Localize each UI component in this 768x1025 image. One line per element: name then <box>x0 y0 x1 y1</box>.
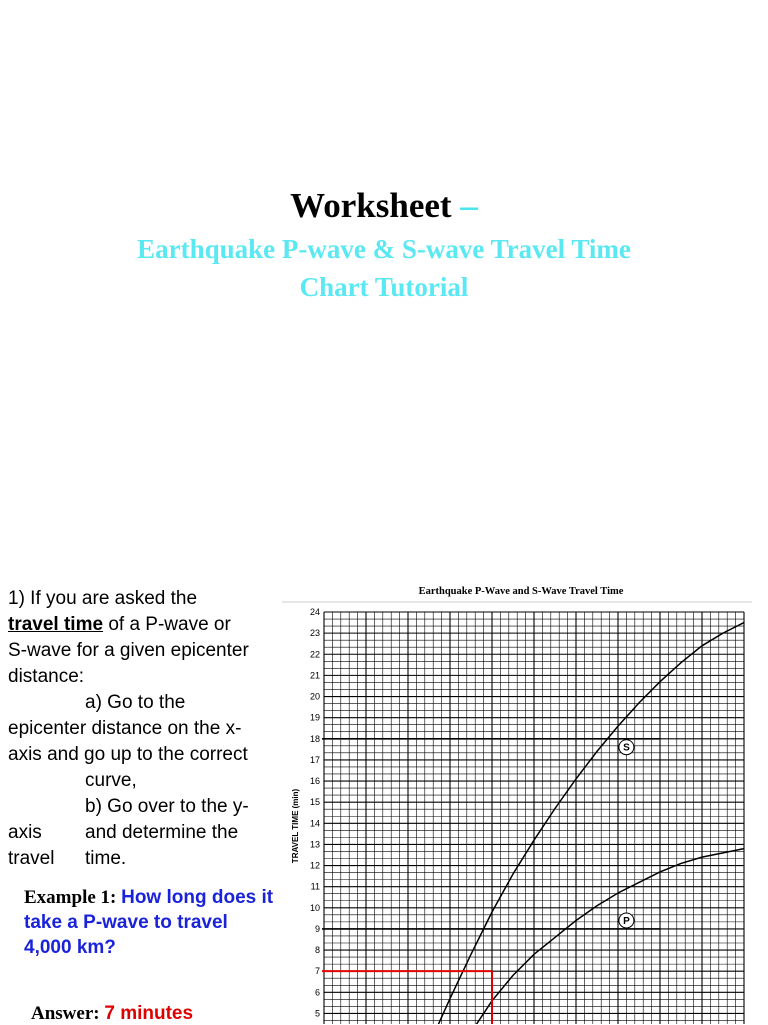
y-tick-label: 18 <box>309 733 320 744</box>
y-tick-label: 17 <box>309 754 320 765</box>
y-tick-label: 24 <box>309 607 320 617</box>
instructions <box>8 586 283 872</box>
y-tick-label: 23 <box>309 628 320 639</box>
example-1 <box>24 885 274 960</box>
instruction-line: curve, <box>85 770 137 791</box>
page-title <box>0 186 768 226</box>
instruction-text: time. <box>85 848 127 869</box>
instruction-line: S-wave for a given epicenter <box>8 640 249 661</box>
y-tick-label: 11 <box>310 881 320 892</box>
instruction-line <box>8 846 283 872</box>
curve-label-s: S <box>623 742 630 754</box>
instruction-text: of a P-wave or <box>103 614 231 635</box>
subtitle-line-1: Earthquake P-wave & S-wave Travel Time <box>137 234 631 264</box>
y-tick-label: 21 <box>309 670 320 681</box>
y-tick-label: 9 <box>314 923 320 934</box>
reference-lines <box>322 739 660 929</box>
y-tick-label: 19 <box>309 712 320 723</box>
instruction-line: axis and go up to the correct <box>8 744 248 765</box>
instruction-step-b: b) Go over to the y- <box>85 796 249 817</box>
chart-grid <box>324 612 744 1024</box>
answer <box>31 1003 193 1025</box>
y-axis-tick-labels <box>310 607 320 1018</box>
instruction-line: epicenter distance on the x- <box>8 718 242 739</box>
y-tick-label: 12 <box>309 860 320 871</box>
subtitle-line-2: Chart Tutorial <box>299 272 469 302</box>
y-tick-label: 8 <box>314 945 320 956</box>
y-tick-label: 20 <box>309 691 320 702</box>
title-text: Worksheet <box>290 186 452 225</box>
example-question: How long does it take a P-wave to travel 4,000 km? <box>24 887 274 958</box>
instruction-line: 1) If you are asked the <box>8 588 198 609</box>
instruction-text: and determine the <box>85 822 239 843</box>
title-dash: – <box>460 186 478 225</box>
y-tick-label: 7 <box>314 966 320 977</box>
answer-label: Answer: <box>31 1003 105 1024</box>
answer-value: 7 minutes <box>104 1003 194 1024</box>
chart-title: Earthquake P-Wave and S-Wave Travel Time <box>418 586 624 597</box>
instruction-word: travel <box>8 848 55 869</box>
example-colon: : <box>110 887 122 908</box>
y-tick-label: 6 <box>314 987 320 998</box>
y-tick-label: 16 <box>309 776 320 787</box>
travel-time-term: travel time <box>8 614 104 635</box>
curve-label-p: P <box>623 915 630 927</box>
example-label: Example 1 <box>24 887 111 908</box>
y-tick-label: 14 <box>309 818 320 829</box>
y-tick-label: 22 <box>309 649 320 660</box>
instruction-step-a: a) Go to the <box>85 692 186 713</box>
y-tick-label: 5 <box>314 1008 320 1019</box>
page-subtitle <box>0 230 768 306</box>
y-tick-label: 10 <box>309 902 320 913</box>
y-axis-label: TRAVEL TIME (min) <box>291 788 300 864</box>
instruction-word: axis <box>8 822 42 843</box>
instruction-line <box>8 612 283 638</box>
y-tick-label: 13 <box>309 839 320 850</box>
instruction-line <box>8 820 283 846</box>
y-tick-label: 15 <box>309 797 320 808</box>
instruction-line: distance: <box>8 666 85 687</box>
travel-time-chart <box>282 578 768 1024</box>
